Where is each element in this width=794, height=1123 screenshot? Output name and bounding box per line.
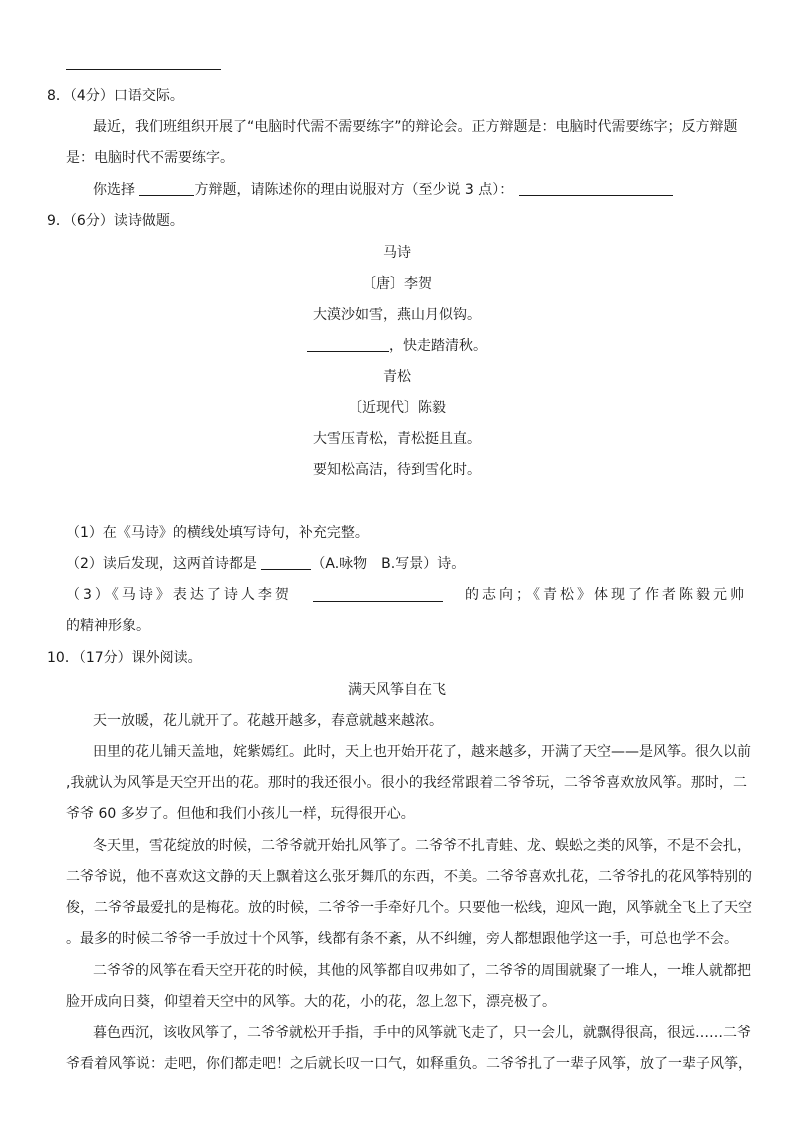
passage-line: 暮色西沉，该收风筝了，二爷爷就松开手指，手中的风筝就飞走了，只一会儿，就飘得很高，很远……二爷	[93, 1025, 751, 1041]
q8-prompt-rest: 方辩题，请陈述你的理由说服对方（至少说 3 点）：	[194, 182, 514, 198]
q9-subquestion-3-cont: 的精神形象。	[66, 618, 150, 634]
reason-answer-blank[interactable]	[519, 181, 673, 196]
passage-title: 满天风筝自在飞	[348, 682, 446, 698]
poem2-line2: 要知松高洁，待到雪化时。	[313, 462, 481, 478]
q8-prompt-start: 你选择	[93, 182, 140, 198]
poem1-line2	[0, 336, 794, 356]
q9-sub2-rest: （A.咏物 B.写景）诗。	[311, 556, 466, 572]
q9-sub2-start: （2）读后发现，这两首诗都是	[66, 556, 262, 572]
passage-line: 爷看着风筝说：走吧，你们都走吧！之后就长叹一口气，如释重负。二爷爷扎了一辈子风筝，放了一辈子风筝，	[66, 1056, 752, 1072]
q8-heading: 8．（4分）口语交际。	[47, 88, 184, 104]
poem1-line2-text: ，快走踏清秋。	[389, 338, 487, 354]
passage-line: 冬天里，雪花绽放的时候，二爷爷就开始扎风筝了。二爷爷不扎青蛙、龙、蜈蚣之类的风筝，不是不会扎，	[93, 838, 751, 854]
poem2-author: 〔近现代〕陈毅	[348, 400, 446, 416]
q9-sub3-rest: 的志向；《青松》体现了作者陈毅元帅	[464, 587, 747, 603]
q8-paragraph-line1: 最近，我们班组织开展了“电脑时代需不需要练字”的辩论会。正方辩题是：电脑时代需要练字；反方辩题	[93, 119, 738, 135]
q8-prompt	[93, 180, 673, 200]
poem2-line1: 大雪压青松，青松挺且直。	[313, 431, 481, 447]
passage-line: 脸开成向日葵，仰望着天空中的风筝。大的花，小的花，忽上忽下，漂亮极了。	[66, 994, 556, 1010]
poem1-author: 〔唐〕李贺	[362, 276, 432, 292]
q10-heading: 10．（17分）课外阅读。	[47, 650, 202, 666]
passage-line: 爷爷 60 多岁了。但他和我们小孩儿一样，玩得很开心。	[66, 806, 415, 822]
answer-blank-line[interactable]	[66, 69, 221, 70]
passage-line: 二爷爷说，他不喜欢这文静的天上飘着这么张牙舞爪的东西，不美。二爷爷喜欢扎花，二爷爷扎的花风筝特别的	[66, 869, 752, 885]
poem-fill-blank[interactable]	[307, 337, 389, 352]
passage-line: 。最多的时候二爷爷一手放过十个风筝，线都有条不紊，从不纠缠，旁人都想跟他学这一手，可总也学不会。	[66, 931, 738, 947]
q9-subquestion-1: （1）在《马诗》的横线处填写诗句，补充完整。	[66, 525, 369, 541]
passage-line: 田里的花儿铺天盖地，姹紫嫣红。此时，天上也开始开花了，越来越多，开满了天空——是风筝。很久以前	[93, 744, 751, 760]
q9-subquestion-3	[66, 585, 747, 605]
q9-subquestion-2	[66, 554, 465, 574]
q8-paragraph-line2: 是：电脑时代不需要练字。	[66, 150, 234, 166]
q9-heading: 9．（6分）读诗做题。	[47, 213, 184, 229]
poem-type-blank[interactable]	[261, 555, 311, 570]
ambition-blank[interactable]	[313, 587, 443, 602]
poem1-line1: 大漠沙如雪，燕山月似钩。	[313, 307, 481, 323]
poem1-title: 马诗	[383, 245, 411, 261]
passage-line: 天一放暖，花儿就开了。花越开越多，春意就越来越浓。	[93, 713, 443, 729]
passage-line: ,我就认为风筝是天空开出的花。那时的我还很小。很小的我经常跟着二爷爷玩，二爷爷喜欢放风筝。那时，二	[66, 775, 747, 791]
q9-sub3-start: （3）《马诗》表达了诗人李贺	[66, 587, 292, 603]
passage-line: 二爷爷的风筝在看天空开花的时候，其他的风筝都自叹弗如了，二爷爷的周围就聚了一堆人，一堆人就都把	[93, 963, 751, 979]
side-choice-blank[interactable]	[139, 181, 194, 196]
passage-line: 俊，二爷爷最爱扎的是梅花。放的时候，二爷爷一手牵好几个。只要他一松线，迎风一跑，风筝就全飞上了天空	[66, 900, 752, 916]
poem2-title: 青松	[383, 369, 411, 385]
